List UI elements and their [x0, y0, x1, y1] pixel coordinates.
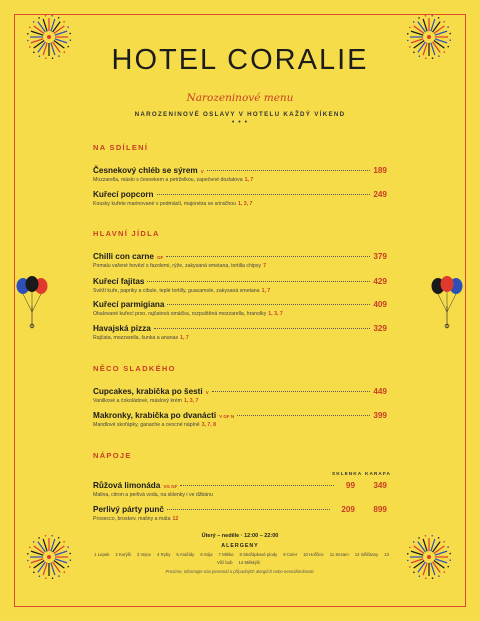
dot-leader [212, 391, 371, 392]
menu-item [93, 300, 387, 317]
price-jug: 899 [373, 505, 387, 514]
menu-item [93, 190, 387, 207]
menu-item [93, 481, 387, 498]
menu-item [93, 505, 387, 522]
allergen-entry: 8 Skořápkové plody [239, 552, 278, 557]
item-name: Cupcakes, krabička po šesti [93, 387, 203, 396]
allergen-entry: 14 Měkkýši [238, 560, 261, 565]
dot-leader [207, 170, 371, 171]
item-name: Kuřecí parmigiana [93, 300, 165, 309]
column-header-jug: KARAFA [365, 472, 391, 477]
menu-item [93, 324, 387, 341]
price-glass: 99 [345, 481, 355, 490]
price-glass: 209 [341, 505, 355, 514]
item-name: Havajská pizza [93, 324, 151, 333]
allergen-entry: 13 Vlčí bob [216, 552, 389, 565]
allergen-codes: 1, 7 [180, 335, 189, 341]
item-description: Mandlové skořápky, ganache a ovocné náplně 3, 7, 8 [93, 422, 217, 428]
dot-leader [147, 281, 370, 282]
item-description: Pomalu vařené hovězí s fazolemi, rýže, zakysaná smetana, tortilla chipsy 7 [93, 263, 266, 269]
item-price: 449 [373, 387, 387, 396]
allergen-codes: 1, 3, 7 [184, 398, 199, 404]
dot-leader [167, 304, 370, 305]
divider-dots: • • • [231, 119, 249, 126]
allergen-entry: 6 Sója [200, 552, 213, 557]
section-title-share: NA SDÍLENÍ [93, 143, 149, 152]
item-price: 189 [373, 166, 387, 175]
item-description: Prosecco, broskev, maliny a máta 12 [93, 516, 179, 522]
section-title-drinks: NÁPOJE [93, 451, 132, 460]
menu-item [93, 166, 387, 183]
hotel-title: HOTEL CORALIE [111, 44, 369, 76]
dietary-tag: V GF N [219, 414, 235, 419]
item-name: Kuřecí popcorn [93, 190, 154, 199]
allergen-entry: 10 Hořčice [303, 552, 324, 557]
dietary-tag: VG GF [163, 484, 178, 489]
allergy-note: Prosíme, informujte nás personál o případných alergiích nebo nesnášenlivosti. [165, 569, 315, 574]
item-description: Mozzarella, máslo s česnekem a petrželkou, zapečené dozlatova 1, 7 [93, 177, 254, 183]
allergen-entry: 5 Arašídy [176, 552, 195, 557]
allergen-codes: 1, 7 [244, 177, 254, 183]
allergen-entry: 3 Vejce [136, 552, 152, 557]
item-price: 329 [373, 324, 387, 333]
menu-item [93, 411, 387, 428]
item-description: Obalované kuřecí prso, rajčatová omáčka, rozpuštěná mozzarella, hranolky 1, 3, 7 [93, 311, 283, 317]
dietary-tag: GF [156, 255, 164, 260]
section-title-sweet: NĚCO SLADKÉHO [93, 364, 176, 373]
allergens-title: ALERGENY [221, 543, 259, 549]
item-description: Malina, citron a perlivá voda, na sklenky i ve džbánu [93, 492, 213, 498]
allergen-codes: 1, 3, 7 [238, 201, 253, 207]
item-price: 429 [373, 277, 387, 286]
allergen-entry: 12 Siřičitany [354, 552, 379, 557]
allergen-entry: 4 Ryby [157, 552, 171, 557]
allergen-entry: 2 Korýši [115, 552, 131, 557]
dietary-tag: V [205, 390, 209, 395]
menu-item [93, 277, 387, 294]
allergen-entry: 1 Lepek [94, 552, 110, 557]
item-description: Kousky kuřete marinované v podmáslí, majonéza se sriračhou 1, 3, 7 [93, 201, 253, 207]
dot-leader [167, 509, 330, 510]
allergen-entry: 9 Celer [283, 552, 298, 557]
item-name: Kuřecí fajitas [93, 277, 145, 286]
menu-item [93, 252, 387, 269]
dot-leader [166, 256, 370, 257]
item-name: Česnekový chléb se sýrem [93, 166, 198, 175]
price-jug: 349 [373, 481, 387, 490]
item-price: 249 [373, 190, 387, 199]
menu-subtitle: Narozeninové menu [186, 92, 294, 104]
tagline: NAROZENINOVÉ OSLAVY V HOTELU KAŽDÝ VÍKEND [134, 111, 346, 118]
dietary-tag: V [200, 169, 204, 174]
menu-item [93, 387, 387, 404]
dot-leader [237, 415, 370, 416]
dot-leader [154, 328, 371, 329]
item-name: Makronky, krabička po dvanácti [93, 411, 217, 420]
allergen-codes: 12 [172, 516, 179, 522]
dot-leader [180, 485, 334, 486]
item-price: 399 [373, 411, 387, 420]
allergen-entry: 7 Mléko [218, 552, 234, 557]
allergen-entry: 11 Sezam [329, 552, 349, 557]
balloons-icon [12, 272, 52, 332]
item-description: Rajčata, mozzarella, šunka a ananas 1, 7 [93, 335, 189, 341]
allergen-codes: 3, 7, 8 [201, 422, 217, 428]
balloons-icon [427, 272, 467, 332]
allergen-codes: 1, 7 [261, 288, 271, 294]
dot-leader [157, 194, 371, 195]
item-price: 379 [373, 252, 387, 261]
allergen-list [90, 551, 390, 567]
allergen-codes: 7 [263, 263, 266, 269]
allergen-codes: 1, 3, 7 [268, 311, 283, 317]
opening-hours: Úterý – neděle · 12:00 – 22:00 [201, 533, 279, 539]
column-header-glass: SKLENKA [332, 472, 363, 477]
item-description: Svěží kuře, papriky a cibule, teplé tortilly, guacamole, zakysaná smetana 1, 7 [93, 288, 271, 294]
item-price: 409 [373, 300, 387, 309]
item-name: Chilli con carne [93, 252, 154, 261]
item-name: Perlivý párty punč [93, 505, 164, 514]
item-description: Vanilkové a čokoládové, máslový krém 1, 3, 7 [93, 398, 199, 404]
item-name: Růžová limonáda [93, 481, 161, 490]
section-title-mains: HLAVNÍ JÍDLA [93, 229, 160, 238]
